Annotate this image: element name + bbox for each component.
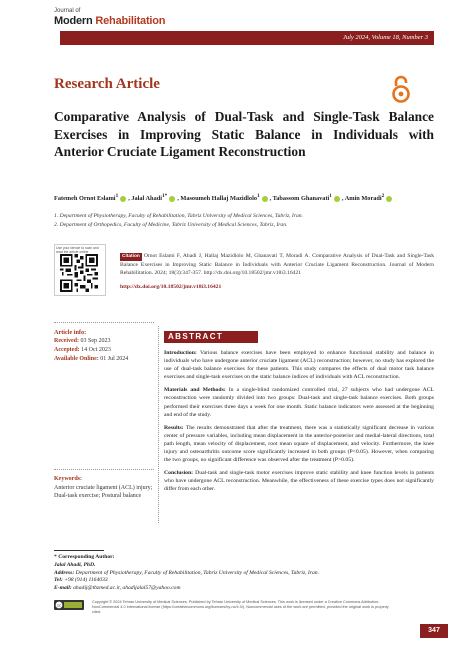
keywords-heading: Keywords:	[54, 476, 82, 482]
journal-top-label: Journal of	[54, 8, 81, 14]
author-sup: 1	[256, 193, 260, 199]
divider	[54, 322, 154, 323]
article-title: Comparative Analysis of Dual-Task and Single-Task Balance Exercises in Improving Static Balance in Individuals with Anterior Cruciate Ligament Reconstruction	[54, 109, 434, 159]
email-label: E-mail:	[54, 585, 72, 592]
author-sup: 2	[381, 193, 385, 199]
copyright-notice: Copyright © 2024 Tehran University of Medical Sciences. Published by Tehran University of Medical Sciences. This work is licensed under a Creative Commons Attribution-NonCommercial 4.0 International license (https://creativecommons.org/licenses/by-nc/4.0/). Noncommercial uses of the work are permitted, provided the original work is properly cited.	[92, 600, 389, 614]
published-row	[54, 355, 154, 364]
published-label: Available Online:	[54, 356, 99, 362]
page-number: 347	[420, 624, 448, 638]
citation	[120, 252, 434, 278]
author-sup: 1	[115, 193, 119, 199]
keywords-text: Anterior cruciate ligament (ACL) injury; Dual-task exercise; Postural balance	[54, 484, 153, 499]
address-label: Address:	[54, 569, 75, 576]
author-name[interactable]: Amin Moradi	[344, 195, 382, 203]
keywords	[54, 475, 154, 501]
author-sup: 1*	[161, 193, 168, 199]
divider	[54, 550, 104, 551]
open-access-icon	[390, 74, 412, 104]
received-date: 03 Sep 2023	[80, 338, 111, 344]
email-link[interactable]: ahadij@tbzmed.ac.ir, ahadijalal57@yahoo.com	[73, 585, 181, 592]
abstract-section-text: Dual-task and single-task motor exercises improve static stability and knee function levels in patients who have undergone ACL reconstruction. Meanwhile, the effectiveness of these exercise types does not significantly differ from each other.	[164, 470, 434, 493]
article-info-heading: Article info:	[54, 329, 87, 336]
journal-name	[54, 15, 165, 27]
corresponding-heading: * Corresponding Author:	[54, 554, 115, 560]
abstract-section	[164, 386, 434, 418]
cc-license-icon[interactable]	[54, 600, 84, 610]
accepted-label: Accepted:	[54, 347, 80, 353]
abstract-section-text: In a single-blind randomized controlled trial, 27 subjects who had undergone ACL reconstruction were randomly divided into two groups: Dual-task and single-task balance exercises. Both groups performed their exercises three days a week for one month. Static balance indicators were assessed at the beginning and end of the study.	[164, 387, 435, 418]
abstract-heading: ABSTRACT	[164, 331, 258, 343]
orcid-icon[interactable]	[120, 196, 126, 202]
abstract-section-text: The results demonstrated that after the treatment, there was a statistically significant decrease in various center of pressure variables, including mean displacement in the anterior-posterior and medial-lateral directions, total path length, mean velocity of displacement, root mean square of displacement, and velocity. Furthermore, the knee injury and osteoarthritis outcome score significantly increased in both groups (P<0.05). However, when comparing the two groups, no significant difference was observed after the treatment (P>0.05).	[164, 424, 434, 464]
abstract-body	[164, 349, 434, 499]
affiliation-item: 1. Department of Physiotherapy, Faculty of Rehabilitation, Tabriz University of Medical Sciences, Tabriz, Iran.	[54, 213, 303, 219]
citation-text: Ornot Eslami F, Ahadi J, Hallaj Mazidlolo M, Ghanavati T, Moradi A. Comparative Analysis of Dual-Task and Single-Task Balance Exercises in Improving Static Balance in Individuals with Anterior Cruciate Ligament Reconstruction. Journal of Modern Rehabilitation. 2024; 18(3):347-357. http://dx.doi.org/10.18502/jmr.v18i3.16421	[120, 253, 434, 277]
corresponding-name: Jalal Ahadi, PhD.	[54, 561, 96, 568]
abstract-section-label: Conclusion:	[164, 470, 194, 477]
qr-caption: Use your device to scan and read the article online	[56, 246, 99, 254]
abstract-section-label: Results:	[164, 424, 184, 431]
author-list: Fatemeh Ornot Eslami$^1$ , Jalal Ahadi$^{1*}$ , Masoumeh Hallaj Mazidlolo$^1$ , Tabassom Ghanavati$^1$ , Amin Moradi$^2$	[54, 192, 434, 203]
email-row	[54, 585, 394, 593]
accepted-date: 14 Oct 2023	[81, 347, 111, 353]
orcid-icon[interactable]	[169, 196, 175, 202]
tel-row	[54, 577, 394, 585]
qr-code-icon[interactable]	[58, 254, 100, 292]
tel-text: +98 (914) 1164033	[64, 577, 108, 584]
author-name[interactable]: Masoumeh Hallaj Mazidlolo	[180, 195, 257, 203]
author-name[interactable]: Tabassom Ghanavati	[272, 195, 330, 203]
article-info	[54, 328, 154, 364]
author-name[interactable]: Fatemeh Ornot Eslami	[54, 195, 116, 203]
author-sup: 1	[329, 193, 332, 199]
published-date: 01 Jul 2024	[100, 356, 129, 362]
tel-label: Tel:	[54, 577, 63, 584]
received-row	[54, 337, 154, 346]
orcid-icon[interactable]	[334, 196, 340, 202]
issue-info: July 2024, Volume 18, Number 3	[342, 34, 428, 41]
citation-tag: Citation	[120, 253, 142, 261]
abstract-section	[164, 469, 434, 493]
accepted-row	[54, 346, 154, 355]
divider	[54, 469, 154, 470]
doi-link[interactable]: http://dx.doi.org/10.18502/jmr.v18i3.16421	[120, 284, 222, 290]
affiliation-item: 2. Department of Orthopedics, Faculty of Medicine, Tabriz University of Medical Sciences, Tabriz, Iran.	[54, 221, 288, 228]
abstract-section-label: Materials and Methods:	[164, 387, 226, 394]
abstract-section	[164, 424, 434, 464]
author-name[interactable]: Jalal Ahadi	[131, 195, 162, 203]
corresponding-author	[54, 554, 394, 593]
orcid-icon[interactable]	[386, 196, 392, 202]
orcid-icon[interactable]	[262, 196, 268, 202]
address-text: Department of Physiotherapy, Faculty of Rehabilitation, Tabriz University of Medical Sciences, Tabriz, Iran.	[75, 569, 319, 576]
article-type: Research Article	[54, 76, 160, 92]
abstract-section-label: Introduction:	[164, 350, 197, 356]
abstract-section	[164, 349, 434, 381]
journal-name-part1: Modern	[54, 15, 93, 27]
svg-text:cc: cc	[57, 602, 61, 608]
affiliations	[54, 212, 434, 229]
journal-name-part2: Rehabilitation	[95, 15, 166, 27]
abstract-section-text: Various balance exercises have been employed to enhance functional stability and balance in individuals who have undergone anterior cruciate ligament (ACL) reconstruction; however, no study has explored the use of dual-task balance exercises for these patients. This study compares the effects of dual motor task balance exercises and single-task exercises on the static balance indices of individuals with ACL reconstruction.	[164, 350, 435, 381]
received-label: Received:	[54, 338, 79, 344]
